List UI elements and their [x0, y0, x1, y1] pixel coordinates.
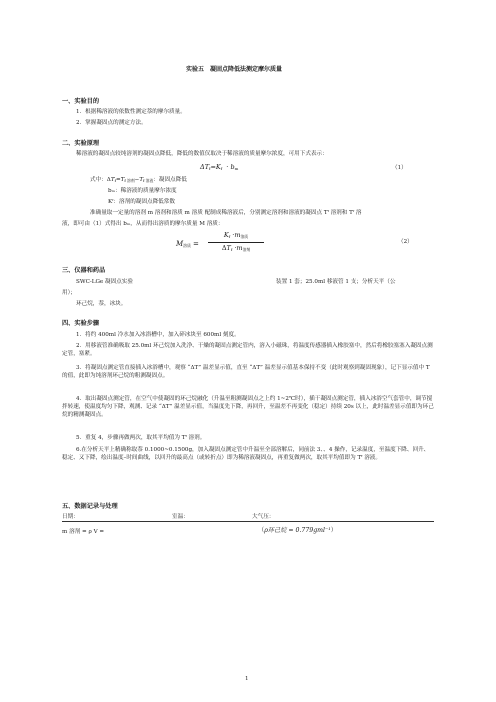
principle-paragraph: 稀溶液的凝固点较纯溶剂的凝固点降低，降低的数值仅取决于稀溶液的质量摩尔浓度，可用下式表示： — [76, 151, 328, 157]
equation-2 — [176, 231, 266, 261]
procedure-step: 3．将凝固点测定管直接插入冰浴槽中，观察 “ΔT” 温差显示值，直至 “ΔT” 温差显示值基本保持不变（此时观察到凝固现象），记下显示值中 T 的值，此即为纯溶剂环己烷的粗测凝固点。 — [62, 365, 430, 379]
equation-1-number: （1） — [392, 165, 407, 171]
principle-paragraph-2-cont: 液，即可由（1）式得出 bₘ，从而得出溶质的摩尔质量 M 溶质： — [62, 221, 224, 227]
apparatus-line: 装置 1 套；25.0ml 移液管 1 支；分析天平（公 — [276, 279, 396, 285]
procedure-step: 4．取出凝固点测定管，在空气中使凝固的环己烷融化（升温至粗测凝固点之上约 1~2℃时），插干凝固点测定管，插入冰浴空气套管中，调节搅拌转速，使温度均匀下降，观测、记录 “ΔT” 温差显示值，当温度先下降，再回升，至温差不再变化（稳定）持续 20s 以上，此时温差显示值即为环己烷的精测凝固点。 — [62, 396, 434, 418]
date-label: 日期： — [62, 514, 79, 520]
where-label-text: 式中： — [90, 177, 107, 183]
reagents-line: 环己烷，萘，冰块。 — [76, 301, 127, 307]
density-value: ρ环己烷 = 0.779gml⁻¹ — [264, 527, 331, 534]
principle-paragraph-2: 准确量取一定量的溶剂 m 溶剂和溶质 m 溶质 配制成稀溶液后，分别测定溶剂和溶液的凝固点 Tᶠ 溶剂和 Tᶠ 溶 — [90, 210, 362, 216]
where-definition-1: ：凝固点降低 — [153, 177, 187, 183]
apparatus-line: 用）； — [62, 290, 76, 296]
section-heading-principle: 二、实验原理 — [62, 140, 100, 147]
section-heading-procedure: 四、实验步骤 — [62, 320, 100, 327]
where-label: 式中：$\Delta T_f=T_{f 溶剂}-T_{f 溶液}$：凝固点降低 — [90, 177, 187, 183]
section-heading-purpose: 一、实验目的 — [62, 98, 100, 105]
equation-2-denominator: $\Delta T_f \cdot m_{溶剂}$ — [221, 244, 251, 252]
apparatus-line: SWC-LGe 凝固点实验 — [76, 279, 133, 285]
section-heading-data: 五、数据记录与处理 — [62, 503, 118, 510]
density-note — [258, 527, 337, 535]
section-heading-apparatus: 三、仪器和药品 — [62, 267, 106, 274]
page-title: 实验五 凝固点降低法测定摩尔质量 — [186, 66, 283, 73]
pressure-label: 大气压： — [252, 514, 275, 520]
equation-2-number: （2） — [398, 239, 413, 245]
room-temp-label: 室温： — [172, 514, 189, 520]
where-definition-2: bₘ：稀溶液的质量摩尔浓度 — [108, 188, 177, 194]
density-note-open: （ — [258, 527, 265, 534]
table-top-rule — [62, 521, 434, 522]
procedure-step: 6.在分析天平上精确称取萘 0.1000~0.1500g，加入凝固点测定管中升温至全部溶解后，同前法 3、、4 操作，记录温度，至温度下降、回升、稳定、又下降，绘出温度–时间曲线，以回升的最高点（或转折点）即为稀溶液凝固点，再重复做两次，取其平均值即为 Tᶠ 溶液。 — [62, 447, 430, 461]
procedure-step: 5．重复 4，步骤再做两次，取其平均值为 Tᶠ 溶剂。 — [76, 435, 206, 441]
density-note-close: ） — [330, 527, 337, 534]
where-definition-3: Kᶠ：溶剂的凝固点降低常数 — [108, 199, 175, 205]
procedure-step: 1．将约 400ml 冷水加入冰浴槽中，加入碎冰块至 600ml 刻度。 — [76, 332, 240, 338]
equation-1: $\Delta T_f=K_f \cdot b_m$ — [200, 163, 239, 171]
fraction-bar — [208, 242, 264, 243]
purpose-item: 2．掌握凝固点的测定方法。 — [76, 120, 147, 126]
procedure-step: 2．用移液管准确吸取 25.0ml 环己烷加入洗净、干燥的凝固点测定管内，溶入小磁珠，将温度传感器插入橡胶塞中，然后将橡胶塞塞入凝固点测定管，塞紧。 — [62, 343, 433, 357]
solvent-mass-formula: m 溶剂 = ρ V = — [62, 529, 105, 535]
purpose-item: 1．根据稀溶液的依数性测定萘的摩尔质量。 — [76, 109, 186, 115]
equation-2-lhs: $M_{溶质}$ = — [176, 240, 199, 248]
equation-2-numerator: $K_f \cdot m_{溶质}$ — [223, 231, 249, 239]
page-number: 1 — [245, 676, 249, 682]
